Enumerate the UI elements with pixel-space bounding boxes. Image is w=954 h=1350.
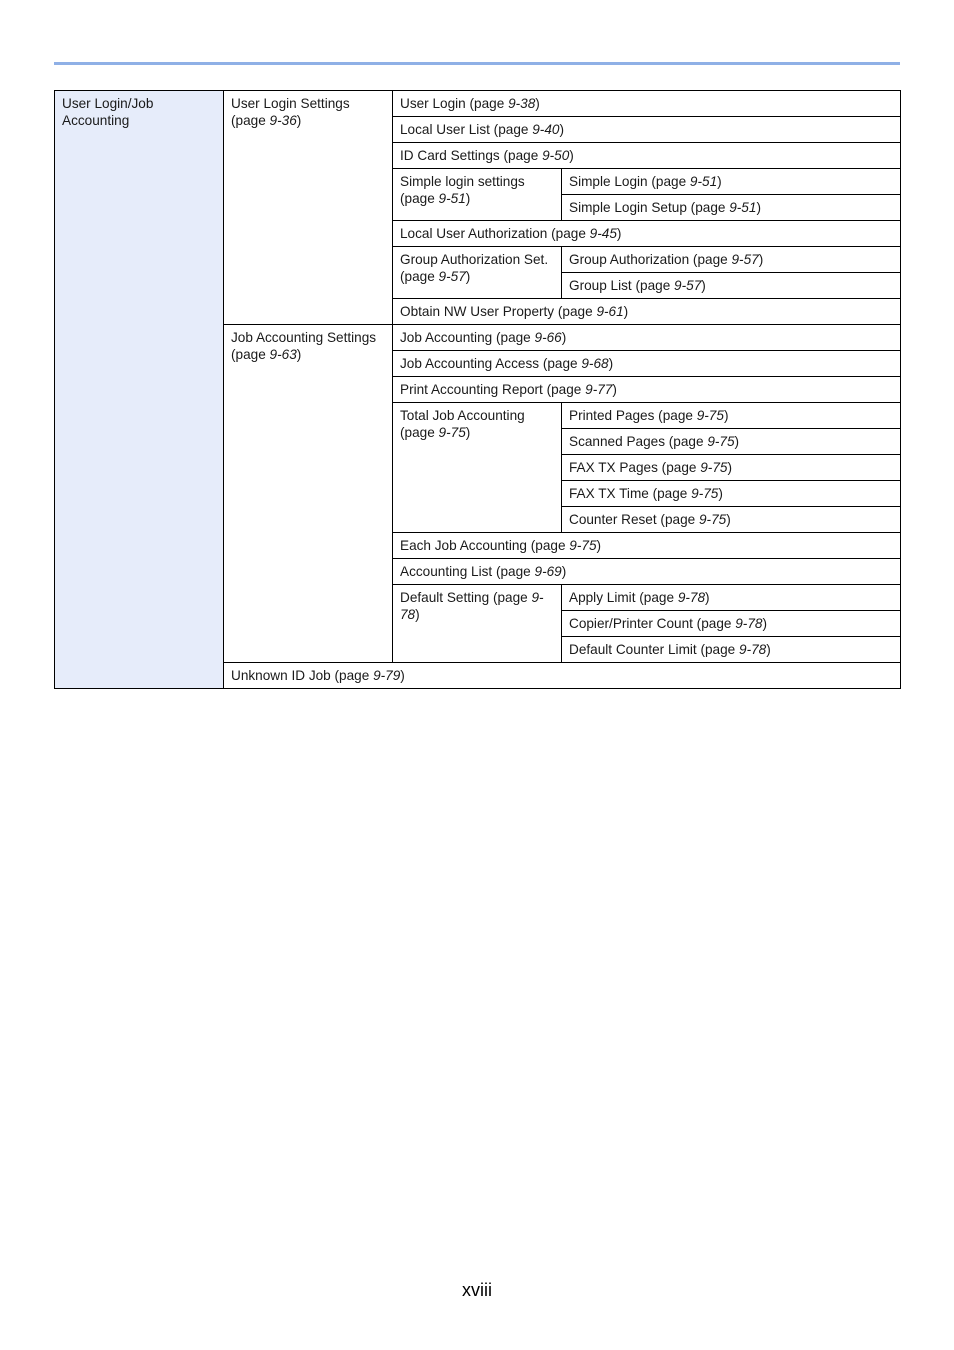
page-ref[interactable]: 9-69 (534, 564, 562, 579)
menu-item-local-user-list: Local User List (page 9-40) (393, 117, 901, 143)
page-ref[interactable]: 9-75 (438, 425, 466, 440)
menu-item-each-job-accounting: Each Job Accounting (page 9-75) (393, 533, 901, 559)
page-ref[interactable]: 9-51 (438, 191, 466, 206)
page-ref[interactable]: 9-75 (700, 460, 728, 475)
page-ref[interactable]: 9-75 (691, 486, 719, 501)
menu-item-id-card-settings: ID Card Settings (page 9-50) (393, 143, 901, 169)
menu-item-simple-login-settings: Simple login settings (page 9-51) (393, 169, 562, 221)
root-category-cell (55, 91, 224, 689)
user-login-settings-cell: User Login Settings (page 9-36) (224, 91, 393, 325)
page-ref[interactable]: 9-78 (739, 642, 767, 657)
page-ref[interactable]: 9-36 (269, 113, 297, 128)
page-ref[interactable]: 9-61 (596, 304, 624, 319)
menu-item-counter-reset: Counter Reset (page 9-75) (562, 507, 901, 533)
page-ref[interactable]: 9-78 (400, 590, 544, 622)
menu-item-scanned-pages: Scanned Pages (page 9-75) (562, 429, 901, 455)
page-ref[interactable]: 9-51 (689, 174, 718, 189)
page-ref[interactable]: 9-68 (581, 356, 609, 371)
page-ref[interactable]: 9-45 (589, 226, 617, 241)
page-ref[interactable]: 9-50 (542, 148, 570, 163)
menu-item-group-list: Group List (page 9-57) (562, 273, 901, 299)
page-ref[interactable]: 9-75 (698, 512, 727, 527)
page-ref[interactable]: 9-57 (674, 278, 702, 293)
table-row (55, 91, 901, 117)
menu-item-simple-login-setup: Simple Login Setup (page 9-51) (562, 195, 901, 221)
page-ref[interactable]: 9-51 (729, 200, 757, 215)
menu-item-total-job-accounting: Total Job Accounting (page 9-75) (393, 403, 562, 533)
menu-item-fax-tx-time: FAX TX Time (page 9-75) (562, 481, 901, 507)
menu-item-print-accounting-report: Print Accounting Report (page 9-77) (393, 377, 901, 403)
menu-item-group-authorization: Group Authorization (page 9-57) (562, 247, 901, 273)
page-ref[interactable]: 9-38 (508, 96, 536, 111)
header-rule (54, 62, 900, 65)
root-category-label: User Login/Job Accounting (62, 96, 154, 128)
page-ref[interactable]: 9-78 (735, 616, 763, 631)
page-ref[interactable]: 9-57 (731, 252, 759, 267)
page-ref[interactable]: 9-66 (534, 330, 562, 345)
page-ref[interactable]: 9-78 (677, 590, 706, 605)
menu-item-apply-limit: Apply Limit (page 9-78) (562, 585, 901, 611)
menu-item-copier-printer-count: Copier/Printer Count (page 9-78) (562, 611, 901, 637)
page-ref[interactable]: 9-40 (532, 122, 560, 137)
job-accounting-settings-cell: Job Accounting Settings (page 9-63) (224, 325, 393, 663)
menu-item-job-accounting: Job Accounting (page 9-66) (393, 325, 901, 351)
page-number: xviii (462, 1280, 492, 1300)
page-ref[interactable]: 9-75 (696, 408, 724, 423)
menu-item-default-counter-limit: Default Counter Limit (page 9-78) (562, 637, 901, 663)
menu-item-simple-login: Simple Login (page 9-51) (562, 169, 901, 195)
menu-item-local-user-authorization: Local User Authorization (page 9-45) (393, 221, 901, 247)
page-ref[interactable]: 9-57 (438, 269, 466, 284)
page-ref[interactable]: 9-79 (373, 668, 401, 683)
menu-item-job-accounting-access: Job Accounting Access (page 9-68) (393, 351, 901, 377)
menu-item-default-setting: Default Setting (page 9-78) (393, 585, 562, 663)
menu-item-group-authorization-set: Group Authorization Set. (page 9-57) (393, 247, 562, 299)
menu-item-unknown-id-job: Unknown ID Job (page 9-79) (224, 663, 901, 689)
page-ref[interactable]: 9-75 (569, 538, 597, 553)
menu-item-accounting-list: Accounting List (page 9-69) (393, 559, 901, 585)
menu-tree-table (54, 90, 901, 689)
page-ref[interactable]: 9-75 (707, 434, 735, 449)
menu-item-obtain-nw-user-property: Obtain NW User Property (page 9-61) (393, 299, 901, 325)
page-ref[interactable]: 9-77 (585, 382, 613, 397)
menu-item-user-login: User Login (page 9-38) (393, 91, 901, 117)
menu-item-fax-tx-pages: FAX TX Pages (page 9-75) (562, 455, 901, 481)
page-ref[interactable]: 9-63 (269, 347, 297, 362)
menu-item-printed-pages: Printed Pages (page 9-75) (562, 403, 901, 429)
